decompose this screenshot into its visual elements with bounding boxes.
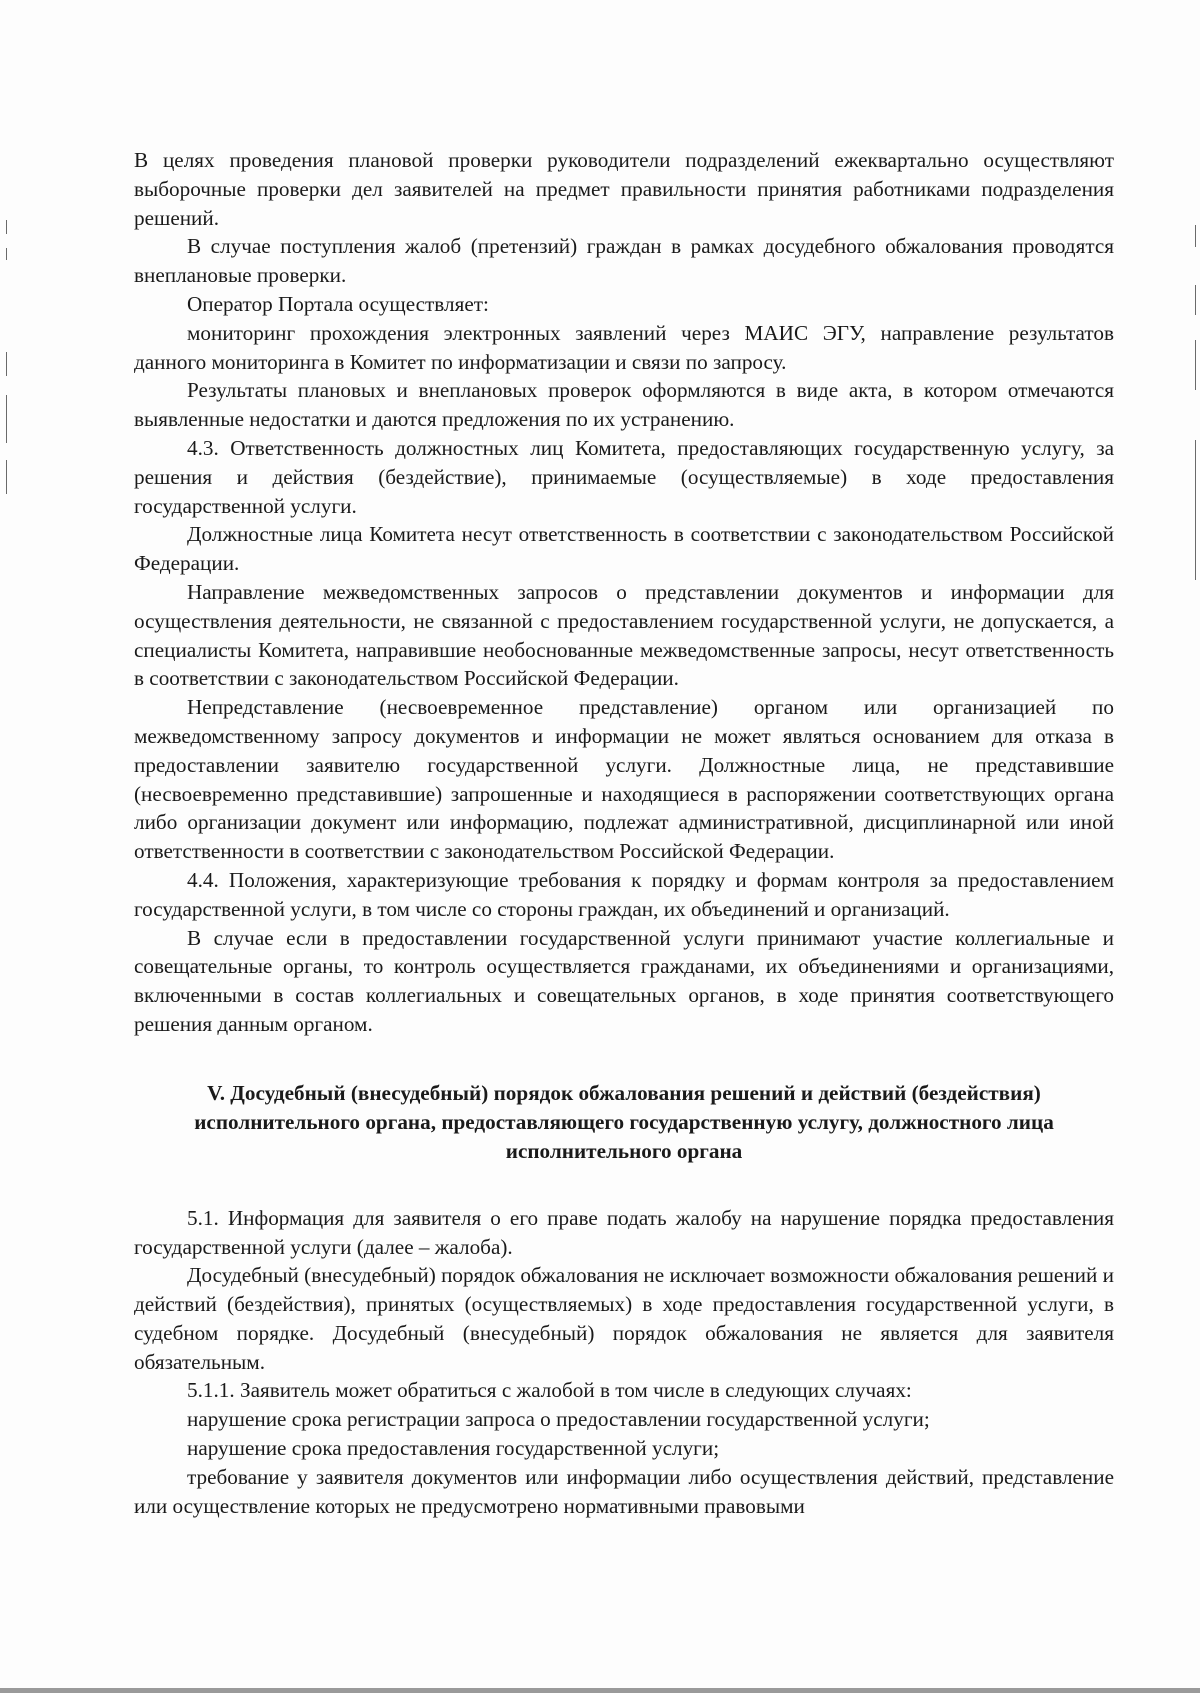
paragraph: 4.4. Положения, характеризующие требования к порядку и формам контроля за предоставлением государственной услуги, в том числе со стороны граждан, их объединений и организаций. — [134, 867, 1114, 921]
section-heading: V. Досудебный (внесудебный) порядок обжалования решений и действий (бездействия) исполнительного органа, предоставляющего государственную услугу, должностного лица исполнительного органа — [194, 1080, 1054, 1163]
paragraph: Оператор Портала осуществляет: — [187, 291, 489, 316]
scan-mark-right-4 — [1195, 440, 1196, 580]
scan-mark-right-3 — [1195, 340, 1196, 390]
scan-mark-right-2 — [1195, 285, 1196, 315]
paragraph: В случае поступления жалоб (претензий) граждан в рамках досудебного обжалования проводятся внеплановые проверки. — [134, 234, 1114, 288]
paragraph: 5.1.1. Заявитель может обратиться с жалобой в том числе в следующих случаях: — [187, 1378, 912, 1403]
scan-mark-left-2 — [6, 248, 7, 260]
document-body — [134, 146, 1114, 1520]
paragraphs-after-heading — [134, 1204, 1114, 1521]
scan-mark-right-1 — [1195, 225, 1196, 247]
paragraph: 5.1. Информация для заявителя о его праве подать жалобу на нарушение порядка предоставления государственной услуги (далее – жалоба). — [134, 1205, 1114, 1259]
paragraph: Должностные лица Комитета несут ответственность в соответствии с законодательством Российской Федерации. — [134, 522, 1114, 576]
paragraph: Результаты плановых и внеплановых проверок оформляются в виде акта, в котором отмечаются выявленные недостатки и даются предложения по их устранению. — [134, 378, 1114, 432]
paragraph: В случае если в предоставлении государственной услуги принимают участие коллегиальные и совещательные органы, то контроль осуществляется гражданами, их объединениями и организациями, включенными в состав коллегиальных и совещательных органов, в ходе принятия соответствующего решения данным органом. — [134, 925, 1114, 1036]
scan-mark-left-3 — [6, 352, 7, 376]
scan-bottom-edge — [0, 1688, 1200, 1693]
paragraph: Направление межведомственных запросов о представлении документов и информации для осуществления деятельности, не связанной с предоставлением государственной услуги, не допускается, а специалисты Комитета, направившие необоснованные межведомственные запросы, несут ответственность в соответствии с законодательством Российской Федерации. — [134, 579, 1114, 691]
paragraph: 4.3. Ответственность должностных лиц Комитета, предоставляющих государственную услугу, за решения и действия (бездействие), принимаемые (осуществляемые) в ходе предоставления государственной услуги. — [134, 435, 1114, 518]
scan-mark-left-4 — [6, 395, 7, 443]
paragraph: В целях проведения плановой проверки руководители подразделений ежеквартально осуществляют выборочные проверки дел заявителей на предмет правильности принятия работниками подразделения решений. — [134, 148, 1114, 230]
paragraph: требование у заявителя документов или информации либо осуществления действий, представление или осуществление которых не предусмотрено нормативными правовыми — [134, 1464, 1114, 1518]
scan-mark-left-5 — [6, 460, 7, 494]
paragraph: Непредставление (несвоевременное представление) органом или организацией по межведомственному запросу документов и информации не может являться основанием для отказа в предоставлении заявителю государственной услуги. Должностные лица, не представившие (несвоевременно представившие) запрошенные и находящиеся в распоряжении соответствующих органа либо организации документ или информацию, подлежат административной, дисциплинарной или иной ответственности в соответствии с законодательством Российской Федерации. — [134, 695, 1114, 864]
paragraph: мониторинг прохождения электронных заявлений через МАИС ЭГУ, направление результатов данного мониторинга в Комитет по информатизации и связи по запросу. — [134, 320, 1114, 374]
paragraph: нарушение срока регистрации запроса о предоставлении государственной услуги; — [187, 1407, 930, 1432]
paragraphs-before-heading — [134, 146, 1114, 1039]
paragraph: нарушение срока предоставления государственной услуги; — [187, 1436, 720, 1461]
scan-mark-left-1 — [6, 220, 7, 234]
paragraph: Досудебный (внесудебный) порядок обжалования не исключает возможности обжалования решений и действий (бездействия), принятых (осуществляемых) в ходе предоставления государственной услуги, в судебном порядке. Досудебный (внесудебный) порядок обжалования не является для заявителя обязательным. — [134, 1263, 1114, 1374]
